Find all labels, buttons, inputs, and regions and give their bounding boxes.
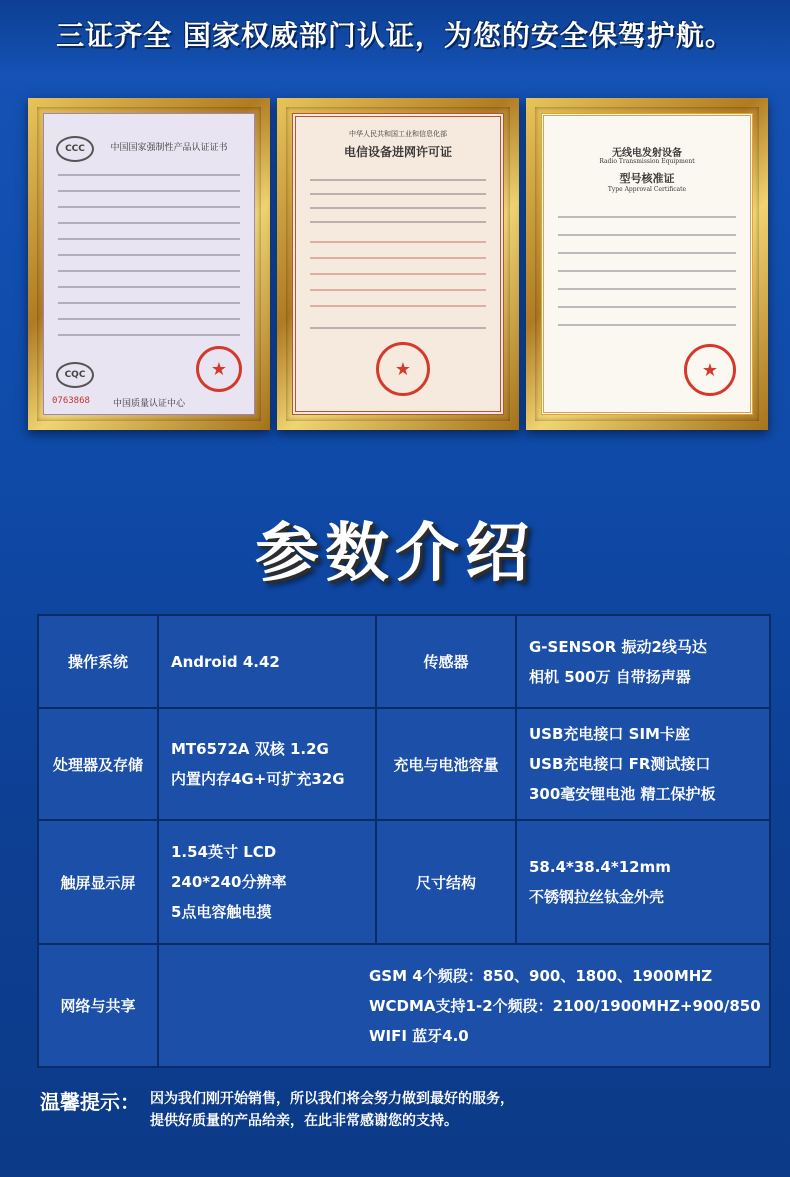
certificate-ccc-title: 中国国家强制性产品认证证书 (110, 143, 228, 153)
certificate-ccc-footer: 中国质量认证中心 (112, 399, 185, 409)
spec-label-os: 操作系统 (38, 615, 158, 708)
spec-value-screen: 1.54英寸 LCD 240*240分辨率 5点电容触电摸 (158, 820, 376, 944)
certificate-radio-header: 无线电发射设备 (612, 148, 682, 159)
section-title: 参数介绍 (255, 517, 535, 591)
spec-value-os: Android 4.42 (158, 615, 376, 708)
spec-label-network: 网络与共享 (38, 944, 158, 1067)
spec-value-sensor: G-SENSOR 振动2线马达 相机 500万 自带扬声器 (516, 615, 770, 708)
tip-line: 提供好质量的产品给亲，在此非常感谢您的支持。 (150, 1113, 458, 1129)
spec-value-network: GSM 4个频段：850、900、1800、1900MHZ WCDMA支持1-2个频段：2100/1900MHZ+900/850 WIFI 蓝牙4.0 (158, 944, 770, 1067)
certificate-row (28, 98, 768, 430)
tip-text (150, 1088, 514, 1132)
certificate-radio-title-en: Type Approval Certificate (607, 186, 687, 193)
spec-value-processor: MT6572A 双核 1.2G 内置内存4G+可扩充32G (158, 708, 376, 820)
certificate-frame-radio (526, 98, 768, 430)
spec-value-size: 58.4*38.4*12mm 不锈钢拉丝钛金外壳 (516, 820, 770, 944)
certificate-radio-title: 型号核准证 (619, 172, 675, 185)
spec-value-charging: USB充电接口 SIM卡座 USB充电接口 FR测试接口 300毫安锂电池 精工保护板 (516, 708, 770, 820)
spec-table (37, 614, 771, 1068)
spec-label-processor: 处理器及存储 (38, 708, 158, 820)
table-row (38, 708, 770, 820)
tip-label: 温馨提示： (40, 1090, 140, 1114)
tip-line: 因为我们刚开始销售，所以我们将会努力做到最好的服务， (150, 1091, 514, 1107)
banner-title: 三证齐全 国家权威部门认证，为您的安全保驾护航。 (56, 19, 734, 52)
certificate-ccc (43, 113, 255, 415)
certificate-radio-header-en: Radio Transmission Equipment (599, 158, 695, 165)
certificate-frame-ccc (28, 98, 270, 430)
certificate-network-issuer: 中华人民共和国工业和信息化部 (349, 130, 447, 138)
table-row (38, 944, 770, 1067)
certificate-network-title: 电信设备进网许可证 (343, 145, 452, 159)
spec-label-size: 尺寸结构 (376, 820, 516, 944)
spec-label-screen: 触屏显示屏 (38, 820, 158, 944)
spec-label-charging: 充电与电池容量 (376, 708, 516, 820)
ccc-logo-icon: CCC (56, 136, 94, 162)
cqc-logo-icon: CQC (56, 362, 94, 388)
red-seal-icon: ★ (196, 346, 242, 392)
certificate-frame-network (277, 98, 519, 430)
table-row (38, 615, 770, 708)
certificate-network (292, 113, 504, 415)
spec-label-sensor: 传感器 (376, 615, 516, 708)
certificate-radio (541, 113, 753, 415)
red-seal-icon: ★ (684, 344, 736, 396)
table-row (38, 820, 770, 944)
red-seal-icon: ★ (376, 342, 430, 396)
certificate-number: 0763868 (52, 396, 90, 406)
